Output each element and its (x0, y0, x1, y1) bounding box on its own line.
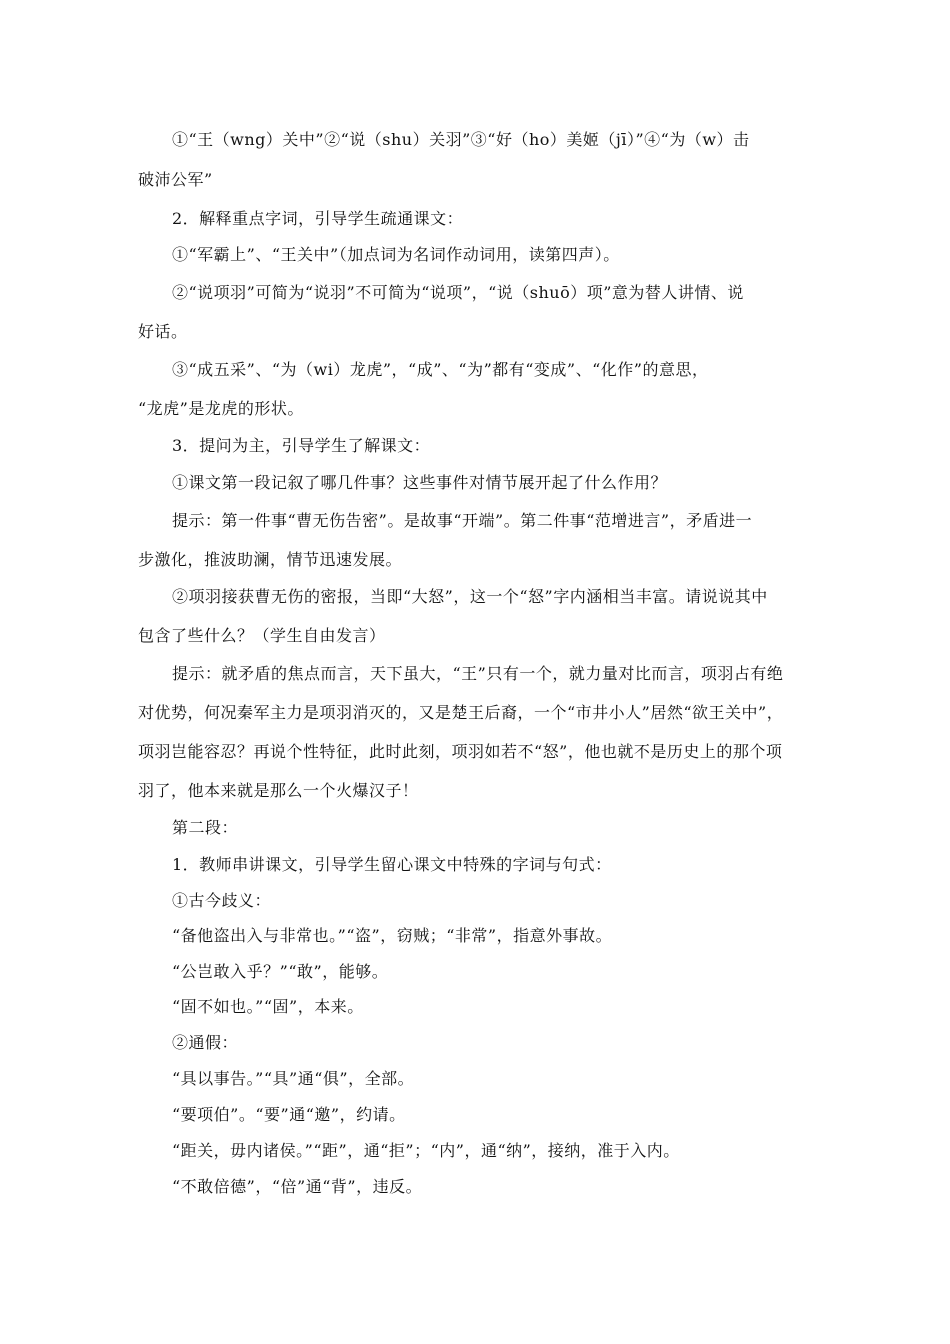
text-line: “距关，毋内诸侯。”“距”，通“拒”；“内”，通“纳”，接纳，准于入内。 (172, 1141, 680, 1160)
text-line: “备他盗出入与非常也。”“盗”，窃贼；“非常”，指意外事故。 (172, 926, 613, 945)
text-line: 对优势，何况秦军主力是项羽消灭的，又是楚王后裔，一个“市井小人”居然“欲王关中”， (138, 703, 784, 722)
text-line: ②通假： (172, 1033, 239, 1052)
text-line: ③“成五采”、“为（wi）龙虎”，“成”、“为”都有“变成”、“化作”的意思， (172, 360, 709, 379)
text-line: 1．教师串讲课文，引导学生留心课文中特殊的字词与句式： (172, 855, 612, 874)
text-line: ①课文第一段记叙了哪几件事？这些事件对情节展开起了什么作用？ (172, 473, 668, 492)
text-line: 破沛公军” (138, 170, 213, 189)
text-line: 包含了些什么？（学生自由发言） (138, 626, 386, 645)
text-line: 步激化，推波助澜，情节迅速发展。 (138, 550, 403, 569)
text-line: 提示：就矛盾的焦点而言，天下虽大，“王”只有一个，就力量对比而言，项羽占有绝 (172, 664, 784, 683)
text-line: ②项羽接获曹无伤的密报，当即“大怒”，这一个“怒”字内涵相当丰富。请说说其中 (172, 587, 768, 606)
text-line: “固不如也。”“固”，本来。 (172, 997, 364, 1016)
text-line: 好话。 (138, 322, 188, 341)
text-line: 3．提问为主，引导学生了解课文： (172, 436, 431, 455)
text-line: ①“王（wng）关中”②“说（shu）关羽”③“好（ho）美姬（jī）”④“为（w）击 (172, 130, 750, 149)
text-line: ②“说项羽”可简为“说羽”不可简为“说项”，“说（shuō）项”意为替人讲情、说 (172, 283, 744, 302)
text-line: 项羽岂能容忍？再说个性特征，此时此刻，项羽如若不“怒”，他也就不是历史上的那个项 (138, 742, 783, 761)
text-line: “龙虎”是龙虎的形状。 (138, 399, 304, 418)
text-line: ①“军霸上”、“王关中”（加点词为名词作动词用，读第四声）。 (172, 245, 620, 264)
section-heading: 第二段： (172, 818, 239, 837)
text-line: ①古今歧义： (172, 891, 272, 910)
text-line: “不敢倍德”，“倍”通“背”，违反。 (172, 1177, 423, 1196)
text-line: “要项伯”。“要”通“邀”，约请。 (172, 1105, 406, 1124)
text-line: 羽了，他本来就是那么一个火爆汉子！ (138, 781, 419, 800)
text-line: 2．解释重点字词，引导学生疏通课文： (172, 209, 464, 228)
text-line: “具以事告。”“具”通“俱”，全部。 (172, 1069, 415, 1088)
text-line: 提示：第一件事“曹无伤告密”。是故事“开端”。第二件事“范增进言”，矛盾进一 (172, 511, 753, 530)
text-line: “公岂敢入乎？”“敢”，能够。 (172, 962, 389, 981)
